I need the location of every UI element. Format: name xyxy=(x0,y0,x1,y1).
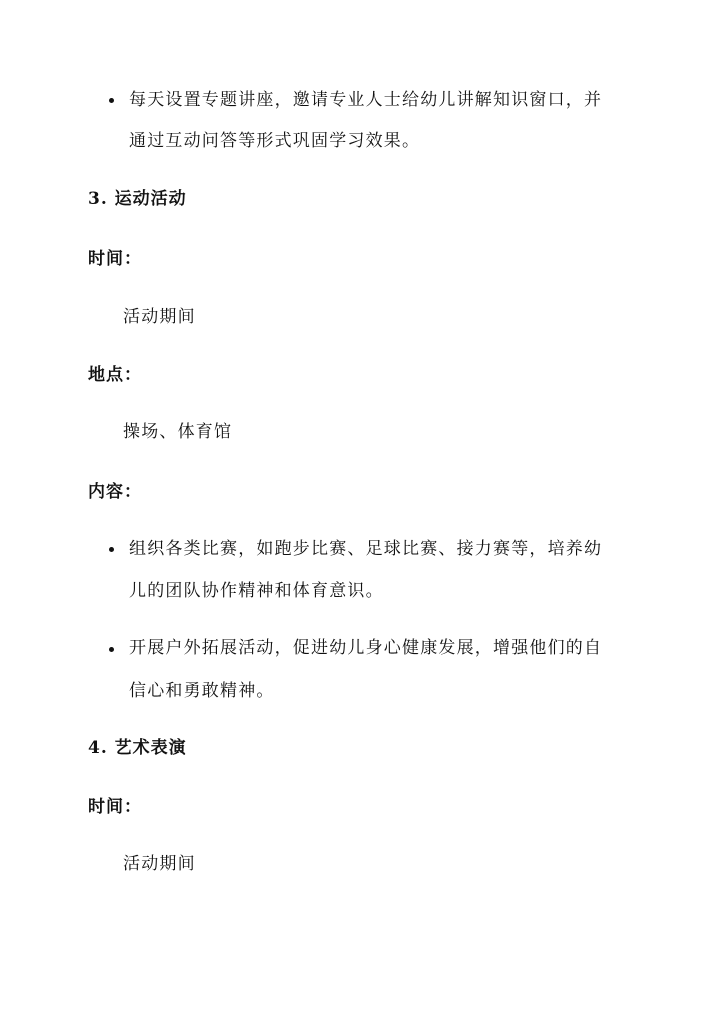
section-heading: 3. 运动活动 xyxy=(88,189,187,209)
bullet-marker xyxy=(109,547,114,552)
list-item-text-continued: 信心和勇敢精神。 xyxy=(129,681,275,701)
bullet-marker xyxy=(109,98,114,103)
time-value: 活动期间 xyxy=(123,854,196,874)
content-label: 内容： xyxy=(88,482,142,502)
time-value: 活动期间 xyxy=(123,307,196,327)
list-item-text: 开展户外拓展活动，促进幼儿身心健康发展，增强他们的自 xyxy=(129,638,603,658)
list-item-text: 组织各类比赛，如跑步比赛、足球比赛、接力赛等，培养幼 xyxy=(129,539,603,559)
list-item-text-continued: 通过互动问答等形式巩固学习效果。 xyxy=(129,131,421,151)
bullet-marker xyxy=(109,647,114,652)
list-item-text-continued: 儿的团队协作精神和体育意识。 xyxy=(129,581,384,601)
time-label: 时间： xyxy=(88,249,142,269)
place-value: 操场、体育馆 xyxy=(123,422,233,442)
place-label: 地点： xyxy=(88,365,142,385)
list-item-text: 每天设置专题讲座，邀请专业人士给幼儿讲解知识窗口，并 xyxy=(129,90,603,110)
section-heading: 4. 艺术表演 xyxy=(88,738,187,758)
time-label: 时间： xyxy=(88,797,142,817)
